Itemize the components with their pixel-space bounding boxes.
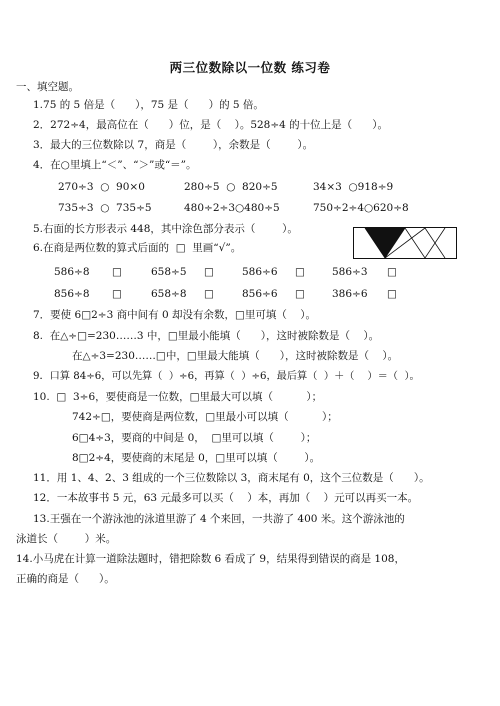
shaded-rectangle-figure <box>353 227 457 259</box>
compare-item: 750÷2÷4○620÷8 <box>313 202 409 214</box>
question-1: 1.75 的 5 倍是（ ），75 是（ ）的 5 倍。 <box>33 99 264 111</box>
expression: 658÷8 <box>151 288 187 300</box>
question-6: 6.在商是两位数的算式后面的 □ 里画“√”。 <box>33 242 242 254</box>
question-10c: 6□4÷3，要商的中间是 0， □里可以填（ ）； <box>72 432 317 444</box>
question-13-line-2: 泳道长（ ）米。 <box>16 533 117 545</box>
question-11: 11．用 1、4、2、3 组成的一个三位数除以 3，商末尾有 0，这个三位数是（ ）。 <box>33 472 430 484</box>
compare-item: 735÷3 ○ 735÷5 <box>58 202 152 214</box>
check-box[interactable]: □ <box>112 266 122 278</box>
question-4: 4．在○里填上“＜”、“＞”或“＝”。 <box>33 159 197 171</box>
question-10b: 742÷□，要使商是两位数，□里最小可以填（ ）； <box>72 411 338 423</box>
question-8a: 8. 在△÷□=230……3 中，□里最小能填（ ），这时被除数是（ ）。 <box>33 330 380 342</box>
compare-item: 270÷3 ○ 90×0 <box>58 181 145 193</box>
check-box[interactable]: □ <box>204 288 214 300</box>
question-12: 12．一本故事书 5 元，63 元最多可以买（ ）本，再加（ ）元可以再买一本。 <box>33 492 419 504</box>
question-10d: 8□2÷4，要使商的末尾是 0，□里可以填（ ）。 <box>72 452 321 464</box>
compare-item: 480÷2÷3○480÷5 <box>184 202 280 214</box>
question-2: 2．272÷4，最高位在（ ）位，是（ ）。528÷4 的十位上是（ ）。 <box>33 119 388 131</box>
check-box[interactable]: □ <box>387 266 397 278</box>
expression: 856÷6 <box>242 288 278 300</box>
question-14-line-2: 正确的商是（ ）。 <box>16 573 115 585</box>
expression: 386÷6 <box>332 288 368 300</box>
question-10a: 10. □ 3÷6，要使商是一位数，□里最大可以填（ ）； <box>33 391 323 403</box>
check-box[interactable]: □ <box>295 266 305 278</box>
question-3: 3．最大的三位数除以 7，商是（ ），余数是（ ）。 <box>33 139 314 151</box>
expression: 586÷3 <box>332 266 368 278</box>
check-box[interactable]: □ <box>387 288 397 300</box>
question-5: 5.右面的长方形表示 448，其中涂色部分表示（ ）。 <box>33 223 298 235</box>
question-7: 7．要使 6□2÷3 商中间有 0 却没有余数，□里可填（ ）。 <box>33 309 316 321</box>
expression: 658÷5 <box>151 266 187 278</box>
check-box[interactable]: □ <box>295 288 305 300</box>
question-13-line-1: 13.王强在一个游泳池的泳道里游了 4 个来回，一共游了 400 米。这个游泳池的 <box>33 513 405 525</box>
expression: 856÷8 <box>54 288 90 300</box>
compare-item: 34×3 ○918÷9 <box>313 181 394 193</box>
question-8b: 在△÷3=230……□中，□里最大能填（ ），这时被除数是（ ）。 <box>72 350 399 362</box>
compare-item: 280÷5 ○ 820÷5 <box>184 181 278 193</box>
section-heading: 一、填空题。 <box>16 81 79 93</box>
question-9: 9．口算 84÷6，可以先算（ ）÷6，再算（ ）÷6，最后算（ ）＋（ ）＝（ ）。 <box>33 371 420 382</box>
expression: 586÷6 <box>242 266 278 278</box>
check-box[interactable]: □ <box>112 288 122 300</box>
expression: 586÷8 <box>54 266 90 278</box>
check-box[interactable]: □ <box>204 266 214 278</box>
worksheet-title: 两三位数除以一位数 练习卷 <box>169 60 331 75</box>
question-14-line-1: 14.小马虎在计算一道除法题时，错把除数 6 看成了 9，结果得到错误的商是 108， <box>16 553 405 565</box>
